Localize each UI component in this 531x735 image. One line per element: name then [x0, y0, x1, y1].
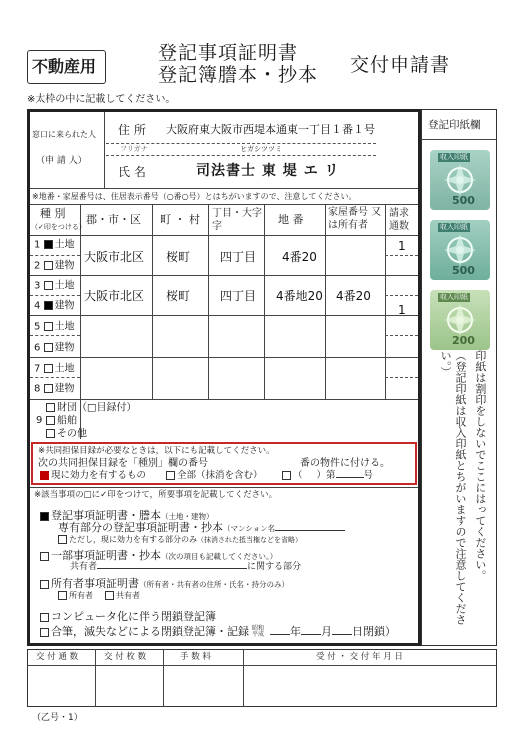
cert-small: （次の項目も記載してください。） — [161, 552, 278, 561]
cert-item[interactable] — [58, 591, 140, 600]
cert-item[interactable] — [70, 563, 301, 572]
checkbox-land-7[interactable] — [44, 364, 53, 373]
cert-label: 日閉鎖） — [352, 625, 396, 638]
table-row[interactable] — [34, 364, 75, 375]
cert-item[interactable] — [40, 626, 396, 638]
row9-label: 船舶 — [57, 415, 77, 427]
row1-chome[interactable]: 四丁目 — [220, 250, 257, 264]
cert-item[interactable] — [40, 510, 214, 521]
row1-chiban[interactable]: 4番20 — [282, 250, 317, 264]
row3-count[interactable]: 1 — [398, 303, 406, 317]
cert-label: 年 — [290, 625, 301, 638]
row-number: 2 — [34, 260, 41, 272]
cert-item[interactable] — [58, 535, 302, 544]
table-row[interactable] — [34, 322, 75, 333]
cert-small: （抹消された抵当権などを省略） — [197, 536, 302, 544]
checkbox-land-5[interactable] — [44, 322, 53, 331]
cert-small: 共有者 — [116, 591, 140, 600]
checkbox-cert-partial[interactable] — [40, 552, 49, 561]
checkbox-closed-merged[interactable] — [40, 628, 49, 637]
row9-label: その他 — [57, 428, 87, 440]
row1-city[interactable]: 大阪市北区 — [84, 250, 145, 264]
cert-label: 所有者 — [69, 591, 93, 600]
row-kind: 土地 — [54, 321, 75, 333]
checkbox-closed-computer[interactable] — [40, 613, 49, 622]
footer-fee: 手 数 料 — [180, 652, 211, 662]
cert-label: ただし，現に効力を有する部分のみ — [69, 535, 197, 544]
stamp-caution: （登記印紙は収入印紙とちがいますので注意してください。） — [439, 350, 467, 625]
row3-town[interactable]: 桜町 — [166, 289, 191, 303]
kyodo-line2a: 次の共同担保目録を「種別」欄の番号 — [38, 458, 208, 469]
stamp-value: 500 — [452, 264, 475, 277]
row3-chiban[interactable]: 4番地20 — [276, 289, 323, 303]
header-type-sub: （✓印をつける） — [31, 223, 86, 231]
revenue-stamp-2 — [430, 220, 490, 280]
kyodo-option-label: 号 — [363, 470, 374, 481]
checkbox-foundation[interactable] — [46, 403, 55, 412]
row-number: 5 — [34, 321, 41, 333]
checkbox-cert-full[interactable] — [40, 512, 49, 521]
row-number: 1 — [34, 239, 41, 251]
checkbox-land-3[interactable] — [44, 281, 53, 290]
stamp-value: 200 — [452, 334, 475, 347]
row9-item[interactable] — [46, 416, 77, 427]
stamp-value: 500 — [452, 194, 475, 207]
cert-small: に関する部分 — [247, 562, 302, 572]
checkbox-kyodo-all[interactable] — [166, 471, 175, 480]
row-number: 6 — [34, 342, 41, 354]
header-chiban: 地 番 — [278, 213, 304, 226]
kyodo-option-label: 現に効力を有するもの — [51, 470, 147, 481]
cert-label: 合筆，滅失などによる閉鎖登記簿・記録 — [51, 625, 249, 638]
kyodo-line1: ※共同担保目録が必要なときは，以下にも記載してください。 — [38, 446, 275, 456]
row-kind: 建物 — [54, 300, 75, 312]
header-type: 種 別 — [40, 207, 66, 220]
kyodo-option-label: 全部（抹消を含む） — [177, 470, 263, 481]
title-suffix: 交付申請書 — [350, 54, 451, 76]
checkbox-building-4[interactable] — [44, 301, 53, 310]
header-count: 請求 通数 — [389, 208, 409, 232]
cert-item[interactable] — [40, 611, 216, 622]
revenue-stamp-3 — [430, 290, 490, 350]
header-town: 町 ・ 村 — [160, 213, 200, 226]
cert-label: コンピュータ化に伴う閉鎖登記簿 — [51, 610, 216, 623]
kyodo-option-label: ）第 — [316, 470, 336, 481]
checkbox-cert-owner[interactable] — [40, 580, 49, 589]
row9-item[interactable] — [46, 403, 136, 414]
instruction-note: ※太枠の中に記載してください。 — [27, 94, 176, 105]
title-line2: 登記簿謄本・抄本 — [158, 64, 319, 86]
row-kind: 建物 — [54, 260, 75, 272]
cert-small: （マンション名 — [223, 524, 276, 533]
footer-sheets: 交 付 枚 数 — [104, 652, 147, 662]
checkbox-building-6[interactable] — [44, 343, 53, 352]
kyodo-option[interactable] — [40, 471, 146, 481]
title-line1: 登記事項証明書 — [158, 42, 299, 64]
cert-item[interactable] — [40, 578, 289, 589]
checkbox-kyodo-year[interactable] — [282, 471, 291, 480]
property-note: ※地番・家屋番号は、住居表示番号（○番○号）とはちがいますので、注意してください。 — [32, 192, 357, 201]
checkbox-co-owner[interactable] — [105, 591, 114, 600]
row-kind: 土地 — [54, 239, 75, 251]
checkbox-other[interactable] — [46, 429, 55, 438]
kyodo-option[interactable] — [166, 471, 263, 481]
footer-count: 交 付 通 数 — [36, 652, 79, 662]
checkbox-cert-current-only[interactable] — [58, 535, 67, 544]
row-kind: 建物 — [54, 342, 75, 354]
row9-item[interactable] — [46, 429, 87, 440]
cert-item[interactable] — [58, 522, 345, 533]
row-number: 7 — [34, 363, 41, 375]
cert-small: （土地・建物） — [161, 512, 214, 521]
cert-small: 月 — [321, 625, 332, 638]
footer-table — [27, 649, 497, 707]
row9-number: 9 — [36, 415, 43, 426]
window-label: 窓口に来られた人 — [32, 130, 96, 139]
stamp-instruction: 印紙は割印をしないでここにはってください。 — [473, 350, 487, 581]
kyodo-option-label: （ — [293, 470, 303, 481]
cert-label: 登記事項証明書・謄本 — [51, 509, 161, 522]
row-number: 8 — [34, 383, 41, 395]
certificates-note: ※該当事項の□に✓印をつけて，所要事項を記載してください。 — [34, 490, 278, 500]
checkbox-ship[interactable] — [46, 416, 55, 425]
kyodo-option[interactable] — [282, 471, 373, 481]
cert-label: 共有者 — [70, 562, 98, 572]
stamp-top-label: 収入印紙 — [440, 153, 468, 161]
checkbox-owner[interactable] — [58, 591, 67, 600]
address-label: 住 所 — [118, 123, 146, 137]
stamp-top-label: 収入印紙 — [440, 223, 468, 231]
address-value[interactable]: 大阪府東大阪市西堤本通東一丁目１番１号 — [166, 123, 375, 136]
row-number: 4 — [34, 300, 41, 312]
row-kind: 建物 — [54, 383, 75, 395]
row3-kaoku[interactable]: 4番20 — [336, 289, 371, 303]
revenue-stamp-1 — [430, 150, 490, 210]
header-chome: 丁目・大字 字 — [212, 208, 262, 232]
cert-label: 専有部分の登記事項証明書・抄本 — [58, 521, 223, 534]
form-badge — [27, 50, 106, 84]
footer-date: 受 付 ・ 交 付 年 月 日 — [316, 652, 403, 662]
stamp-column-title: 登記印紙欄 — [428, 119, 481, 131]
furigana-value[interactable]: ヒガシツツミ — [240, 145, 282, 153]
cert-small: （所有者・共有者の住所・氏名・持分のみ） — [139, 580, 289, 589]
furigana-label: フリガナ — [120, 145, 148, 153]
header-city: 郡・市・区 — [86, 213, 141, 226]
applicant-label: （申 請 人） — [36, 156, 87, 166]
row-kind: 土地 — [54, 363, 75, 375]
row-number: 3 — [34, 280, 41, 292]
row1-count[interactable]: 1 — [398, 239, 406, 253]
table-row[interactable] — [34, 261, 75, 272]
cert-label: 一部事項証明書・抄本 — [51, 549, 161, 562]
row-kind: 土地 — [54, 280, 75, 292]
row1-town[interactable]: 桜町 — [166, 250, 191, 264]
table-row[interactable] — [34, 301, 75, 312]
table-row[interactable] — [34, 343, 75, 354]
row3-city[interactable]: 大阪市北区 — [84, 289, 145, 303]
header-kaoku: 家屋番号 又は所有者 — [328, 207, 382, 231]
kyodo-line2b: 番の物件に付ける。 — [300, 458, 390, 469]
cert-small: 昭和 平成 — [252, 625, 265, 638]
name-value[interactable]: 司法書士 東 堤 エ リ — [196, 163, 340, 179]
row9-label: 財団（□目録付） — [57, 402, 137, 414]
checkbox-building-8[interactable] — [44, 384, 53, 393]
table-row[interactable] — [34, 281, 75, 292]
cert-item[interactable] — [40, 550, 277, 561]
table-row[interactable] — [34, 240, 75, 251]
form-number: （乙号・1） — [32, 713, 83, 723]
stamp-top-label: 収入印紙 — [440, 293, 468, 301]
checkbox-land-1[interactable] — [44, 240, 53, 249]
name-label: 氏 名 — [118, 165, 146, 179]
row3-chome[interactable]: 四丁目 — [220, 289, 257, 303]
form-badge-text: 不動産用 — [32, 57, 97, 76]
checkbox-kyodo-current[interactable] — [40, 471, 49, 480]
table-row[interactable] — [34, 384, 75, 395]
cert-label: 所有者事項証明書 — [51, 577, 139, 590]
checkbox-building-2[interactable] — [44, 261, 53, 270]
